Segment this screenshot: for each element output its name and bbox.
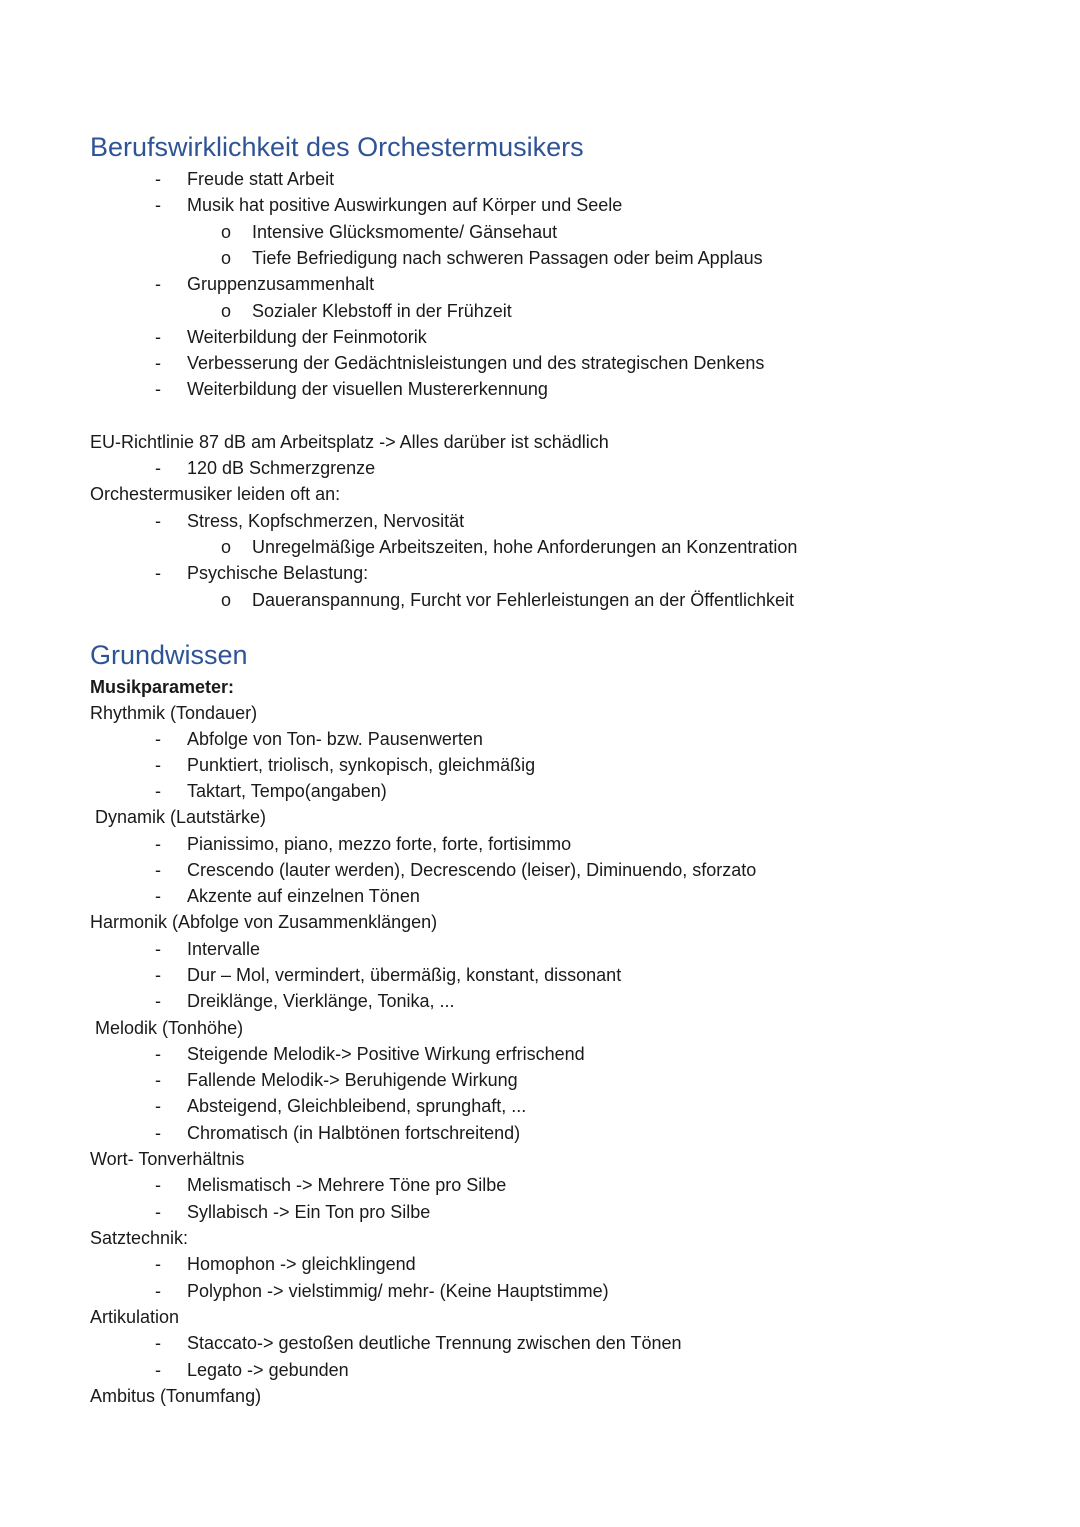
- eu-directive-line: EU-Richtlinie 87 dB am Arbeitsplatz -> Alles darüber ist schädlich: [90, 432, 609, 452]
- dash-bullet: -: [155, 729, 161, 749]
- dash-bullet: -: [155, 353, 161, 373]
- dash-bullet: -: [155, 1123, 161, 1143]
- list-item: Stress, Kopfschmerzen, Nervosität: [187, 511, 465, 531]
- category-melodik: Melodik (Tonhöhe): [95, 1018, 244, 1038]
- list-item: Freude statt Arbeit: [187, 169, 335, 189]
- section-heading-berufswirklichkeit: Berufswirklichkeit des Orchestermusikers: [90, 132, 584, 162]
- dash-bullet: -: [155, 379, 161, 399]
- list-item: Staccato-> gestoßen deutliche Trennung zwischen den Tönen: [187, 1333, 682, 1353]
- list-item: Psychische Belastung:: [187, 563, 369, 583]
- list-item: Abfolge von Ton- bzw. Pausenwerten: [187, 729, 483, 749]
- dash-bullet: -: [155, 1360, 161, 1380]
- sub-list-item: Sozialer Klebstoff in der Frühzeit: [252, 301, 512, 321]
- list-item: Crescendo (lauter werden), Decrescendo (leiser), Diminuendo, sforzato: [187, 860, 757, 880]
- dash-bullet: -: [155, 781, 161, 801]
- sub-list-item: Tiefe Befriedigung nach schweren Passagen oder beim Applaus: [252, 248, 763, 268]
- dash-bullet: -: [155, 169, 161, 189]
- dash-bullet: -: [155, 834, 161, 854]
- dash-bullet: -: [155, 1281, 161, 1301]
- list-item: Dur – Mol, vermindert, übermäßig, konstant, dissonant: [187, 965, 622, 985]
- dash-bullet: -: [155, 1333, 161, 1353]
- section-heading-grundwissen: Grundwissen: [90, 640, 248, 670]
- list-item: Gruppenzusammenhalt: [187, 274, 375, 294]
- list-item: Polyphon -> vielstimmig/ mehr- (Keine Hauptstimme): [187, 1281, 609, 1301]
- list-item: Absteigend, Gleichbleibend, sprunghaft, ...: [187, 1096, 527, 1116]
- category-rhythmik: Rhythmik (Tondauer): [90, 703, 258, 723]
- dash-bullet: -: [155, 965, 161, 985]
- list-item: Weiterbildung der Feinmotorik: [187, 327, 427, 347]
- dash-bullet: -: [155, 1175, 161, 1195]
- circle-bullet: o: [221, 301, 232, 321]
- list-item: 120 dB Schmerzgrenze: [187, 458, 376, 478]
- dash-bullet: -: [155, 511, 161, 531]
- list-item: Pianissimo, piano, mezzo forte, forte, fortisimmo: [187, 834, 572, 854]
- dash-bullet: -: [155, 327, 161, 347]
- list-item: Melismatisch -> Mehrere Töne pro Silbe: [187, 1175, 507, 1195]
- dash-bullet: -: [155, 563, 161, 583]
- list-item: Legato -> gebunden: [187, 1360, 349, 1380]
- circle-bullet: o: [221, 590, 232, 610]
- circle-bullet: o: [221, 222, 232, 242]
- circle-bullet: o: [221, 248, 232, 268]
- category-harmonik: Harmonik (Abfolge von Zusammenklängen): [90, 912, 438, 932]
- category-ambitus: Ambitus (Tonumfang): [90, 1386, 262, 1406]
- list-item: Weiterbildung der visuellen Mustererkennung: [187, 379, 548, 399]
- list-item: Musik hat positive Auswirkungen auf Körper und Seele: [187, 195, 623, 215]
- dash-bullet: -: [155, 886, 161, 906]
- dash-bullet: -: [155, 755, 161, 775]
- dash-bullet: -: [155, 1044, 161, 1064]
- dash-bullet: -: [155, 860, 161, 880]
- suffer-line: Orchestermusiker leiden oft an:: [90, 484, 341, 504]
- dash-bullet: -: [155, 1096, 161, 1116]
- category-wort-ton: Wort- Tonverhältnis: [90, 1149, 245, 1169]
- list-item: Homophon -> gleichklingend: [187, 1254, 416, 1274]
- list-item: Fallende Melodik-> Beruhigende Wirkung: [187, 1070, 518, 1090]
- list-item: Akzente auf einzelnen Tönen: [187, 886, 420, 906]
- list-item: Dreiklänge, Vierklänge, Tonika, ...: [187, 991, 455, 1011]
- list-item: Taktart, Tempo(angaben): [187, 781, 387, 801]
- dash-bullet: -: [155, 991, 161, 1011]
- sub-list-item: Unregelmäßige Arbeitszeiten, hohe Anforderungen an Konzentration: [252, 537, 798, 557]
- params-label: Musikparameter:: [90, 677, 235, 697]
- sub-list-item: Daueranspannung, Furcht vor Fehlerleistungen an der Öffentlichkeit: [252, 590, 794, 610]
- dash-bullet: -: [155, 195, 161, 215]
- dash-bullet: -: [155, 274, 161, 294]
- circle-bullet: o: [221, 537, 232, 557]
- dash-bullet: -: [155, 1202, 161, 1222]
- category-dynamik: Dynamik (Lautstärke): [95, 807, 267, 827]
- dash-bullet: -: [155, 1070, 161, 1090]
- category-artikulation: Artikulation: [90, 1307, 180, 1327]
- category-satztechnik: Satztechnik:: [90, 1228, 189, 1248]
- list-item: Punktiert, triolisch, synkopisch, gleichmäßig: [187, 755, 536, 775]
- list-item: Chromatisch (in Halbtönen fortschreitend): [187, 1123, 521, 1143]
- dash-bullet: -: [155, 1254, 161, 1274]
- list-item: Syllabisch -> Ein Ton pro Silbe: [187, 1202, 431, 1222]
- list-item: Steigende Melodik-> Positive Wirkung erfrischend: [187, 1044, 585, 1064]
- list-item: Intervalle: [187, 939, 261, 959]
- sub-list-item: Intensive Glücksmomente/ Gänsehaut: [252, 222, 558, 242]
- dash-bullet: -: [155, 458, 161, 478]
- list-item: Verbesserung der Gedächtnisleistungen und des strategischen Denkens: [187, 353, 765, 373]
- dash-bullet: -: [155, 939, 161, 959]
